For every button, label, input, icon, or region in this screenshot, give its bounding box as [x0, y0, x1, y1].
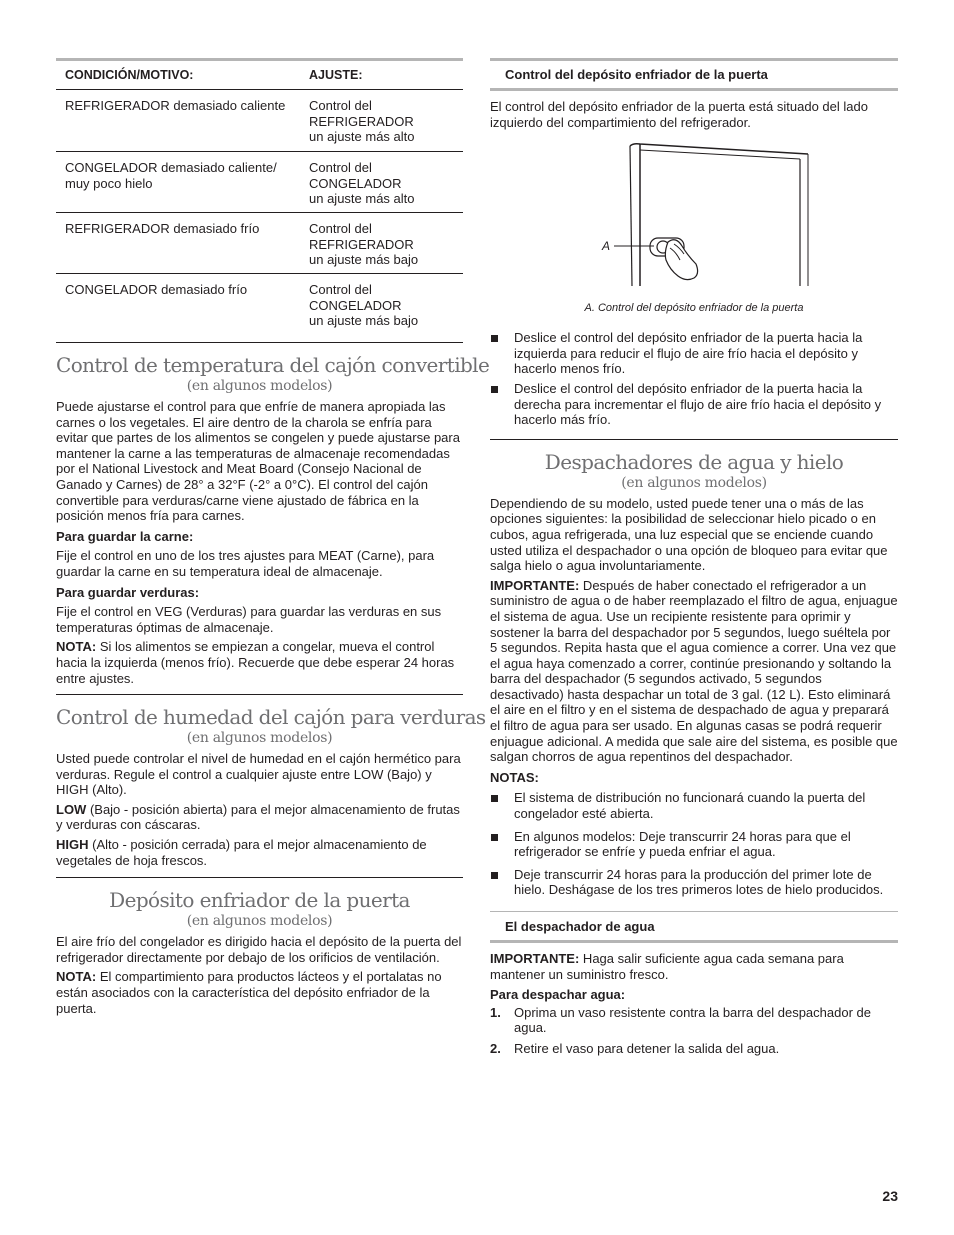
step-number: 1. — [490, 1004, 501, 1020]
chiller-bullets — [490, 330, 898, 428]
section-door-chiller — [56, 888, 463, 1016]
section-dispensers — [490, 450, 898, 898]
paragraph: Fije el control en uno de los tres ajustes para MEAT (Carne), para guardar la carne en su temperatura ideal de almacenaje. — [56, 548, 435, 579]
divider — [56, 694, 463, 695]
high-label: HIGH — [56, 837, 89, 853]
section-title: Control de temperatura del cajón convertible — [56, 353, 490, 377]
notes-heading: NOTAS: — [490, 769, 539, 785]
steps-list — [490, 1005, 898, 1057]
notes-list — [490, 790, 898, 898]
important-paragraph — [490, 578, 898, 765]
table-cell: REFRIGERADOR demasiado frío — [65, 221, 260, 236]
step-number: 2. — [490, 1040, 501, 1056]
steps-heading: Para despachar agua: — [490, 987, 626, 1003]
note-text: Si los alimentos se empiezan a congelar, mueva el control hacia la izquierda (menos frío). Recuerde que debe esperar 24 horas entre ajustes. — [56, 639, 455, 686]
section-title: Despachadores de agua y hielo — [544, 449, 844, 474]
section-subtitle: (en algunos modelos) — [621, 474, 767, 491]
left-column — [56, 58, 490, 1016]
page-number: 23 — [882, 1188, 898, 1204]
section-subtitle: (en algunos modelos) — [186, 913, 333, 930]
important-label: IMPORTANTE: — [490, 577, 580, 593]
list-item — [490, 1005, 898, 1036]
chiller-control-heading: Control del depósito enfriador de la puerta — [490, 58, 898, 91]
meat-heading: Para guardar la carne: — [56, 528, 194, 544]
high-paragraph — [56, 837, 463, 868]
table-cell: CONGELADOR demasiado frío — [65, 282, 248, 297]
divider — [490, 439, 898, 440]
low-label: LOW — [56, 801, 87, 817]
table-row — [56, 273, 463, 342]
paragraph: El control del depósito enfriador de la puerta está situado del lado izquierdo del compartimiento del refrigerador. — [490, 99, 868, 130]
important-paragraph — [490, 951, 898, 982]
step-text: Retire el vaso para detener la salida del agua. — [514, 1040, 780, 1056]
table-row — [56, 151, 463, 212]
right-column — [490, 58, 898, 1057]
veg-heading: Para guardar verduras: — [56, 584, 200, 600]
door-chiller-illustration — [490, 136, 898, 306]
list-item: Deslice el control del depósito enfriador de la puerta hacia la izquierda para reducir el flujo de aire frío hacia el depósito y hacerlo menos frío. — [490, 330, 898, 377]
section-subtitle: (en algunos modelos) — [186, 378, 333, 394]
section-subtitle: (en algunos modelos) — [186, 730, 333, 747]
figure-callout-a: A — [602, 239, 611, 254]
table-cell: Control del CONGELADOR un ajuste más alto — [309, 160, 415, 207]
table-cell: REFRIGERADOR demasiado caliente — [65, 98, 286, 113]
table-cell: Control del REFRIGERADOR un ajuste más bajo — [309, 221, 419, 268]
list-item — [490, 1041, 898, 1057]
table-cell: CONGELADOR demasiado caliente/ muy poco hielo — [65, 160, 277, 191]
section-title: Depósito enfriador de la puerta — [109, 888, 410, 913]
note-text: El compartimiento para productos lácteos y el portalatas no están asociados con la característica del depósito enfriador de la puerta. — [56, 969, 442, 1016]
table-header — [56, 61, 463, 90]
note-label: NOTA: — [56, 969, 97, 985]
list-item: En algunos modelos: Deje transcurrir 24 horas para que el refrigerador se enfríe y pueda enfriar el agua. — [490, 829, 898, 860]
header-condition: CONDICIÓN/MOTIVO: — [65, 68, 194, 82]
paragraph: El aire frío del congelador es dirigido hacia el depósito de la puerta del refrigerador directamente por debajo de los orificios de ventilación. — [56, 934, 462, 965]
table-cell: Control del REFRIGERADOR un ajuste más alto — [309, 98, 415, 145]
table-cell: Control del CONGELADOR un ajuste más bajo — [309, 282, 419, 329]
table-row — [56, 90, 463, 151]
paragraph: Dependiendo de su modelo, usted puede tener una o más de las opciones siguientes: la posibilidad de seleccionar hielo picado o en cubos, agua refrigerada, una luz especial que se enciende cuando usted utiliza el despachador o una opción de bloqueo para evitar que salga hielo o agua involuntariamente. — [490, 495, 888, 574]
high-text: (Alto - posición cerrada) para el mejor almacenamiento de vegetales de hoja frescos. — [56, 837, 427, 868]
adjustment-table — [56, 58, 463, 343]
paragraph: Fije el control en VEG (Verduras) para guardar las verduras en sus temperaturas óptimas de almacenaje. — [56, 604, 442, 635]
note-paragraph — [56, 969, 463, 1016]
section-convertible-drawer — [56, 353, 490, 686]
step-text: Oprima un vaso resistente contra la barra del despachador de agua. — [514, 1004, 871, 1036]
important-label: IMPORTANTE: — [490, 951, 580, 966]
low-text: (Bajo - posición abierta) para el mejor almacenamiento de frutas y verduras con cáscaras. — [56, 801, 460, 833]
figure-caption: A. Control del depósito enfriador de la puerta — [584, 302, 804, 315]
paragraph: Puede ajustarse el control para que enfríe de manera apropiada las carnes o los vegetales. El aire dentro de la charola se enfría para evitar que partes de los alimentos se congelen y puede ajustarse para mantener la carne a las temperaturas de almacenaje recomendadas por el National Livestock and Meat Board (Consejo Nacional de Ganado y Carnes) de 28° a 32°F (-2° a 0°C). El control del cajón convertible para verduras/carne viene ajustado de fábrica en la posición menos fría para carnes. — [56, 399, 460, 524]
important-text: Después de haber conectado el refrigerador a un suministro de agua o de haber reemplazado el filtro de agua, enjuague el sistema de agua. Use un recipiente resistente para oprimir y sostener la barra del despachador por 5 segundos, luego suéltela por 5 segundos. Repita hasta que el agua comience a correr. Una vez que el agua haya comenzado a correr, continúe presionando y soltando la barra del despachador (5 segundos activado, 5 segundos desactivado) hasta despachar un total de 3 gal. (12 L). Esto eliminará el aire en el filtro y en el sistema de despachado de agua y preparará el filtro de agua para ser usado. En algunas casas se podrá requerir enjuague adicional. A medida que sale aire del sistema, es posible que salgan chorros de agua repentinos del despachador. — [490, 577, 898, 765]
list-item: Deje transcurrir 24 horas para la producción del primer lote de hielo. Deshágase de los tres primeros lotes de hielo producidos. — [490, 867, 898, 898]
table-row — [56, 212, 463, 273]
paragraph: Usted puede controlar el nivel de humedad en el cajón hermético para verduras. Regule el control a cualquier ajuste entre LOW (Bajo) y HIGH (Alto). — [56, 751, 461, 798]
note-paragraph — [56, 639, 463, 686]
note-label: NOTA: — [56, 639, 97, 655]
water-dispenser-heading: El despachador de agua — [490, 911, 898, 943]
section-title: Control de humedad del cajón para verduras — [56, 705, 486, 730]
low-paragraph — [56, 802, 463, 833]
section-humidity-control — [56, 705, 486, 868]
list-item: El sistema de distribución no funcionará cuando la puerta del congelador esté abierta. — [490, 790, 898, 821]
table-body — [56, 90, 463, 342]
divider — [56, 877, 463, 878]
list-item: Deslice el control del depósito enfriador de la puerta hacia la derecha para incrementar el flujo de aire frío hacia el depósito y hacerlo más frío. — [490, 381, 898, 428]
chiller-control-figure — [490, 136, 898, 316]
important-text: Haga salir suficiente agua cada semana para mantener un suministro fresco. — [490, 951, 844, 982]
header-setting: AJUSTE: — [309, 68, 363, 82]
